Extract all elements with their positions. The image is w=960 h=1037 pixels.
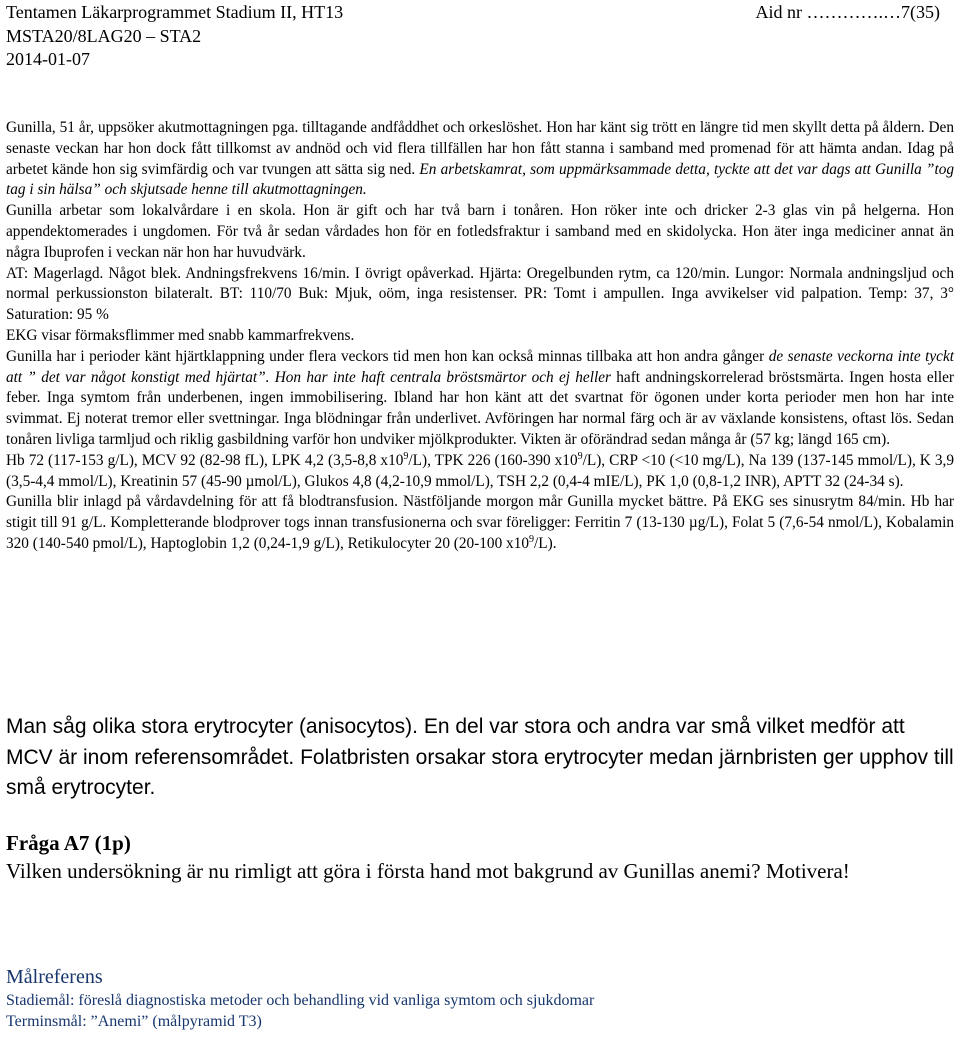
case-paragraph-lab: Hb 72 (117-153 g/L), MCV 92 (82-98 fL), LPK 4,2 (3,5-8,8 $x10^9/L$), TPK 226 (160-390 $x10^9/L$), CRP <10 (<10 mg/L), Na 139 (137-145 mmol/L), K 3,9 (3,5-4,4 mmol/L), Kreatinin 57 (45-90 µmol/L), Glukos 4,8 (4,2-10,9 mmol/L), TSH 2,2 (0,4-4 mIE/L), PK 1,0 (0,8-1,2 INR), APTT 32 (24-34 s). [6,450,954,490]
case-italic-text: En arbetskamrat, som uppmärksammade detta, tyckte att det var dags att Gunilla ”tog tag i sin hälsa” och skjutsade henne till akutmottagningen. [6,160,954,199]
reference-block [6,964,954,1032]
question-text: Vilken undersökning är nu rimligt att göra i första hand mot bakgrund av Gunillas anemi? Motivera! [6,858,850,883]
answer-text: Man såg olika stora erytrocyter (anisocytos). En del var stora och andra var små vilket medför att MCV är inom referensområdet. Folatbristen orsakar stora erytrocyter medan järnbristen ger upphov till små erytrocyter. [6,715,954,799]
reference-title: Målreferens [6,966,103,988]
aid-number: Aid nr ………….…7(35) [755,2,940,22]
course-code: MSTA20/8LAG20 – STA2 [6,26,202,46]
case-paragraph-ekg: EKG visar förmaksflimmer med snabb kammarfrekvens. [6,326,355,344]
case-paragraph-history: Gunilla har i perioder känt hjärtklappning under flera veckors tid men hon kan också minnas tillbaka att hon andra gånger de senaste veckorna inte tyckt att ” det var något konstigt med hjärtat”. Hon har inte haft centrala bröstsmärtor och ej heller haft andningskorrelerad bröstsmärta. Ingen hosta eller feber. Inga symtom från underbenen, ingen immobilisering. Ibland har hon känt att det svartnat för ögonen under korta perioder men hon har inte svimmat. Ej noterat tremor eller svettningar. Inga blödningar från underlivet. Avföringen har normal färg och är av växlande konsistens, oftast lös. Sedan tonåren livliga tarmljud och riklig gasbildning varför hon undviker mjölkprodukter. Vikten är oförändrad sedan många år (57 kg; längd 165 cm). [6,347,955,448]
reference-term-goal: Terminsmål: ”Anemi” (målpyramid T3) [6,1013,262,1030]
case-paragraph-2: Gunilla arbetar som lokalvårdare i en skola. Hon är gift och har två barn i tonåren. Hon röker inte och dricker 2-3 glas vin på helgerna. Hon appendektomerades i ungdomen. För två år sedan vårdades hon för en fotledsfraktur i samband med en skidolycka. Hon äter inga mediciner annat än några Ibuprofen i veckan när hon har huvudvärk. [6,202,954,261]
header-line-1 [6,1,954,23]
exam-title: Tentamen Läkarprogrammet Stadium II, HT13 [6,2,344,22]
question-title: Fråga A7 (1p) [6,831,131,855]
case-description [6,118,954,555]
case-paragraph-1: Gunilla, 51 år, uppsöker akutmottagningen pga. tilltagande andfåddhet och orkeslöshet. Hon har känt sig trött en längre tid men skyllt detta på åldern. Den senaste veckan har hon dock fått tillkomst av andnöd och vid flera tillfällen har hon fått stanna i samband med promenad för att hämta andan. Idag på arbetet kände hon sig svimfärdig och var tvungen att sätta sig ned. En arbetskamrat, som uppmärksammade detta, tyckte att det var dags att Gunilla ”tog tag i sin hälsa” och skjutsade henne till akutmottagningen. [6,119,954,199]
case-paragraph-followup: Gunilla blir inlagd på vårdavdelning för att få blodtransfusion. Nästföljande morgon mår Gunilla mycket bättre. På EKG ses sinusrytm 84/min. Hb har stigit till 91 g/L. Kompletterande blodprover togs innan transfusionerna och svar föreligger: Ferritin 7 (13-130 µg/L), Folat 5 (7,6-54 nmol/L), Kobalamin 320 (140-540 pmol/L), Haptoglobin 1,2 (0,24-1,9 g/L), Retikulocyter 20 (20-100 $x10^9/L$). [6,493,954,552]
reference-stage-goal: Stadiemål: föreslå diagnostiska metoder och behandling vid vanliga symtom och sjukdomar [6,992,595,1009]
exam-date: 2014-01-07 [6,49,90,69]
case-paragraph-status: AT: Magerlagd. Något blek. Andningsfrekvens 16/min. I övrigt opåverkad. Hjärta: Oregelbunden rytm, ca 120/min. Lungor: Normala andningsljud och normal perkussionston bilateralt. BT: 110/70 Buk: Mjuk, oöm, inga resistenser. PR: Tomt i ampullen. Inga avvikelser vid palpation. Temp: 37, 3° Saturation: 95 % [6,264,954,324]
question-block [6,830,954,885]
